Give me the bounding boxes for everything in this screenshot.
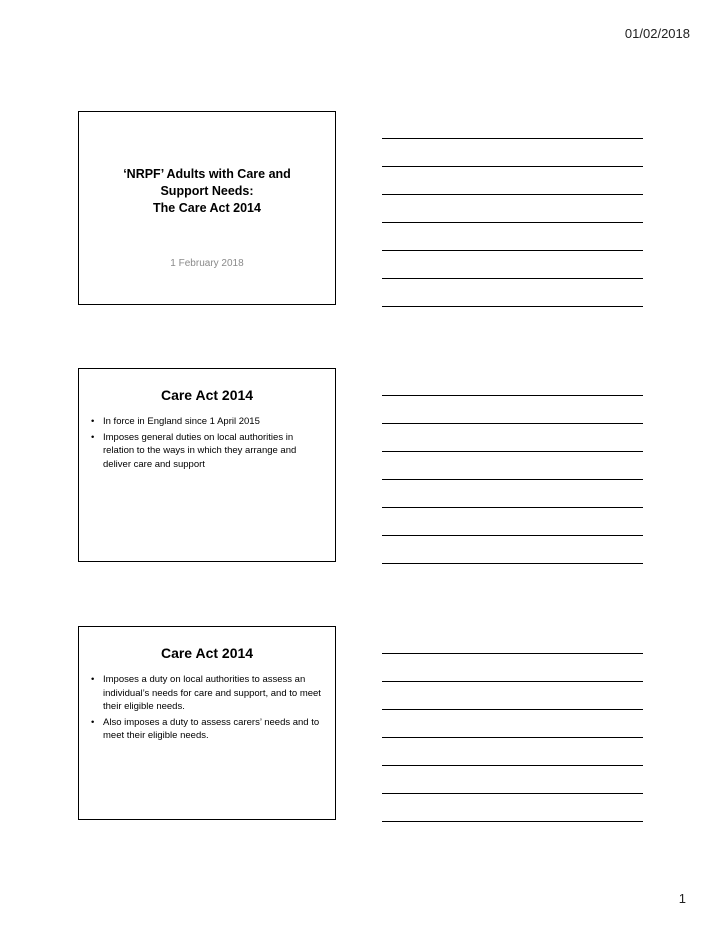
title-slide-date: 1 February 2018 bbox=[170, 258, 244, 269]
note-line bbox=[382, 194, 643, 195]
note-line bbox=[382, 423, 643, 424]
note-line bbox=[382, 222, 643, 223]
note-line bbox=[382, 709, 643, 710]
bullet-list bbox=[91, 673, 325, 745]
slide-title: Care Act 2014 bbox=[160, 387, 254, 403]
bullet-item bbox=[91, 431, 325, 472]
bullet-icon: • bbox=[91, 674, 95, 685]
bullet-text: Imposes general duties on local authorities in relation to the ways in which they arrange and deliver care and support bbox=[103, 431, 297, 470]
bullet-item bbox=[91, 415, 325, 429]
note-line bbox=[382, 451, 643, 452]
note-line bbox=[382, 681, 643, 682]
page-number: 1 bbox=[678, 891, 686, 906]
note-line bbox=[382, 563, 643, 564]
bullet-text: In force in England since 1 April 2015 bbox=[103, 416, 260, 427]
title-line-2: Support Needs: bbox=[160, 184, 254, 198]
note-line bbox=[382, 278, 643, 279]
note-line bbox=[382, 166, 643, 167]
note-line bbox=[382, 765, 643, 766]
bullet-item bbox=[91, 673, 325, 714]
bullet-text: Also imposes a duty to assess carers’ needs and to meet their eligible needs. bbox=[103, 716, 320, 741]
note-line bbox=[382, 821, 643, 822]
note-line bbox=[382, 138, 643, 139]
title-line-3: The Care Act 2014 bbox=[153, 201, 261, 215]
bullet-text: Imposes a duty on local authorities to assess an individual’s needs for care and support, and to meet their eligible needs. bbox=[103, 674, 321, 712]
note-line bbox=[382, 479, 643, 480]
slide-thumbnail-1 bbox=[78, 111, 336, 305]
bullet-list bbox=[91, 415, 325, 473]
bullet-icon: • bbox=[91, 416, 95, 427]
note-line bbox=[382, 793, 643, 794]
slide-thumbnail-3 bbox=[78, 626, 336, 820]
bullet-icon: • bbox=[91, 431, 95, 443]
slide-title: Care Act 2014 bbox=[160, 645, 254, 661]
note-line bbox=[382, 737, 643, 738]
note-line bbox=[382, 507, 643, 508]
title-slide-heading bbox=[79, 166, 335, 217]
note-line bbox=[382, 306, 643, 307]
note-line bbox=[382, 395, 643, 396]
header-date: 01/02/2018 bbox=[624, 26, 690, 41]
note-line bbox=[382, 535, 643, 536]
title-line-1: ‘NRPF’ Adults with Care and bbox=[123, 167, 291, 181]
bullet-item bbox=[91, 716, 325, 743]
note-line bbox=[382, 653, 643, 654]
bullet-icon: • bbox=[91, 716, 95, 728]
slide-thumbnail-2 bbox=[78, 368, 336, 562]
note-line bbox=[382, 250, 643, 251]
